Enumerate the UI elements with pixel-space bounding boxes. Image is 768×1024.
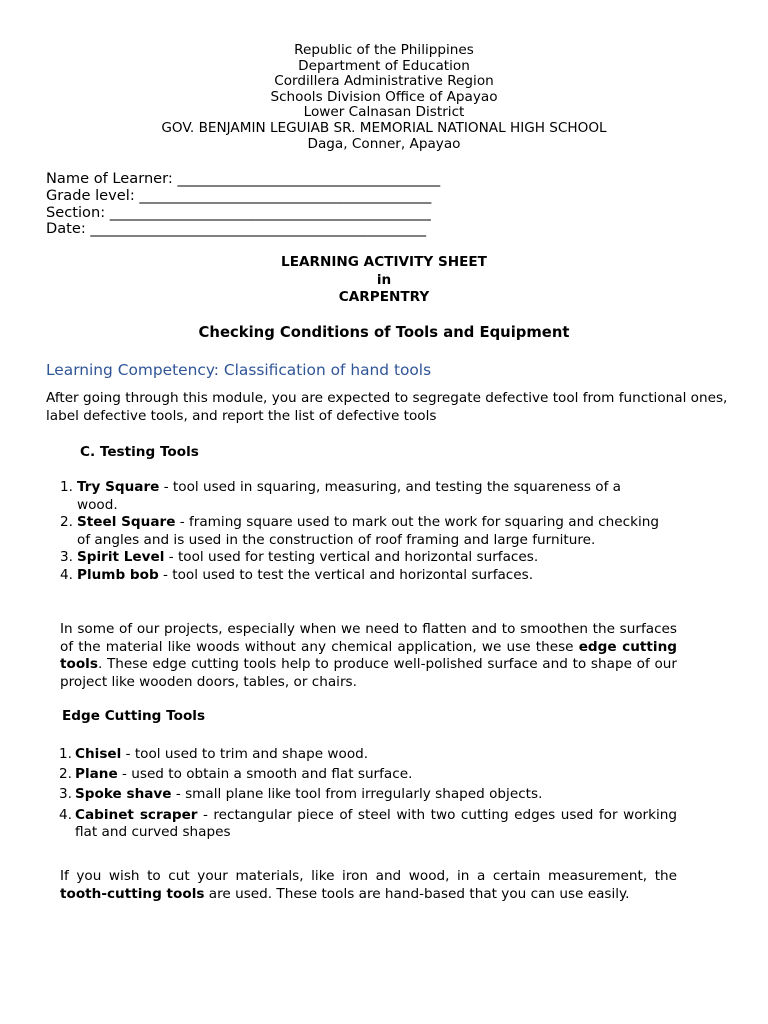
title-line: in (376, 271, 392, 288)
list-number: 3. (60, 549, 73, 566)
tool-description: - framing square used to mark out the work for squaring and checking of angles and is used in the construction of roof framing and large furniture. (77, 514, 659, 548)
header-line: Republic of the Philippines (294, 42, 474, 58)
learner-fields (46, 171, 440, 238)
list-number: 1. (60, 479, 73, 495)
edge-cutting-tools-list (59, 746, 677, 841)
header-line: Schools Division Office of Apayao (270, 88, 498, 105)
paragraph-text: are used. These tools are hand-based that you can use easily. (204, 885, 630, 902)
list-item (60, 567, 660, 585)
paragraph-text: In some of our projects, especially when we need to flatten and to smoothen the surfaces of the material like woods without any chemical application, we use these (60, 621, 677, 655)
objective-paragraph: After going through this module, you are expected to segregate defective tool from functional ones, label defective tools, and report the list of defective tools (46, 390, 728, 424)
tool-term: Spirit Level (77, 549, 165, 566)
list-number: 2. (59, 766, 72, 783)
title-line: CARPENTRY (338, 289, 430, 305)
title-line: LEARNING ACTIVITY SHEET (281, 254, 487, 270)
tool-term: Plumb bob (77, 566, 159, 583)
school-header (0, 43, 768, 152)
tool-term: Try Square (77, 479, 160, 495)
edge-cutting-tools-heading: Edge Cutting Tools (62, 708, 206, 724)
header-line: Department of Education (298, 57, 470, 74)
date-field: Date: ______________________________________________ (46, 220, 427, 238)
edge-tools-intro-paragraph (60, 621, 677, 691)
tool-term: Chisel (75, 746, 122, 762)
tool-description: - used to obtain a smooth and flat surface. (117, 766, 413, 783)
list-item (60, 479, 660, 514)
tooth-cutting-intro-paragraph (60, 868, 677, 903)
list-number: 4. (59, 806, 72, 823)
header-line: Cordillera Administrative Region (274, 73, 494, 90)
tool-term: Spoke shave (75, 786, 172, 803)
tool-description: - small plane like tool from irregularly shaped objects. (171, 786, 543, 803)
list-number: 2. (60, 514, 73, 531)
paragraph-text: . These edge cutting tools help to produce well-polished surface and to shape of our project like wooden doors, tables, or chairs. (60, 656, 677, 690)
tool-description: - tool used in squaring, measuring, and testing the squareness of a wood. (77, 479, 622, 513)
testing-tools-list (60, 479, 660, 585)
header-line: Daga, Conner, Apayao (307, 135, 461, 152)
list-item (59, 786, 677, 803)
learning-competency-heading: Learning Competency: Classification of hand tools (46, 361, 432, 379)
sheet-subtitle: Checking Conditions of Tools and Equipment (198, 324, 570, 341)
list-number: 3. (59, 786, 72, 803)
emphasis-text: tooth-cutting tools (60, 885, 205, 902)
emphasis-text: edge cutting tools (60, 638, 677, 672)
list-item (59, 766, 677, 783)
list-item (60, 549, 660, 567)
list-number: 4. (60, 566, 73, 583)
tool-term: Steel Square (77, 514, 176, 531)
tool-description: - tool used to trim and shape wood. (121, 746, 369, 762)
tool-term: Plane (75, 766, 118, 783)
paragraph-text: If you wish to cut your materials, like iron and wood, in a certain measurement, the (60, 868, 677, 884)
list-item (60, 514, 660, 549)
learner-name-field: Name of Learner: ____________________________________ (46, 170, 441, 187)
tool-description: - tool used for testing vertical and horizontal surfaces. (164, 549, 539, 566)
tool-description: - tool used to test the vertical and horizontal surfaces. (158, 566, 534, 583)
header-line: Lower Calnasan District (303, 104, 465, 121)
list-item (59, 746, 677, 763)
tool-description: - rectangular piece of steel with two cutting edges used for working flat and curved shapes (75, 806, 677, 841)
list-number: 1. (59, 746, 72, 762)
header-line: GOV. BENJAMIN LEGUIAB SR. MEMORIAL NATIONAL HIGH SCHOOL (161, 119, 607, 136)
testing-tools-heading: C. Testing Tools (80, 444, 199, 460)
list-item (59, 807, 677, 842)
section-field: Section: ____________________________________________ (46, 203, 431, 221)
tool-term: Cabinet scraper (75, 806, 198, 823)
grade-level-field: Grade level: ________________________________________ (46, 186, 432, 204)
sheet-title (0, 254, 768, 307)
